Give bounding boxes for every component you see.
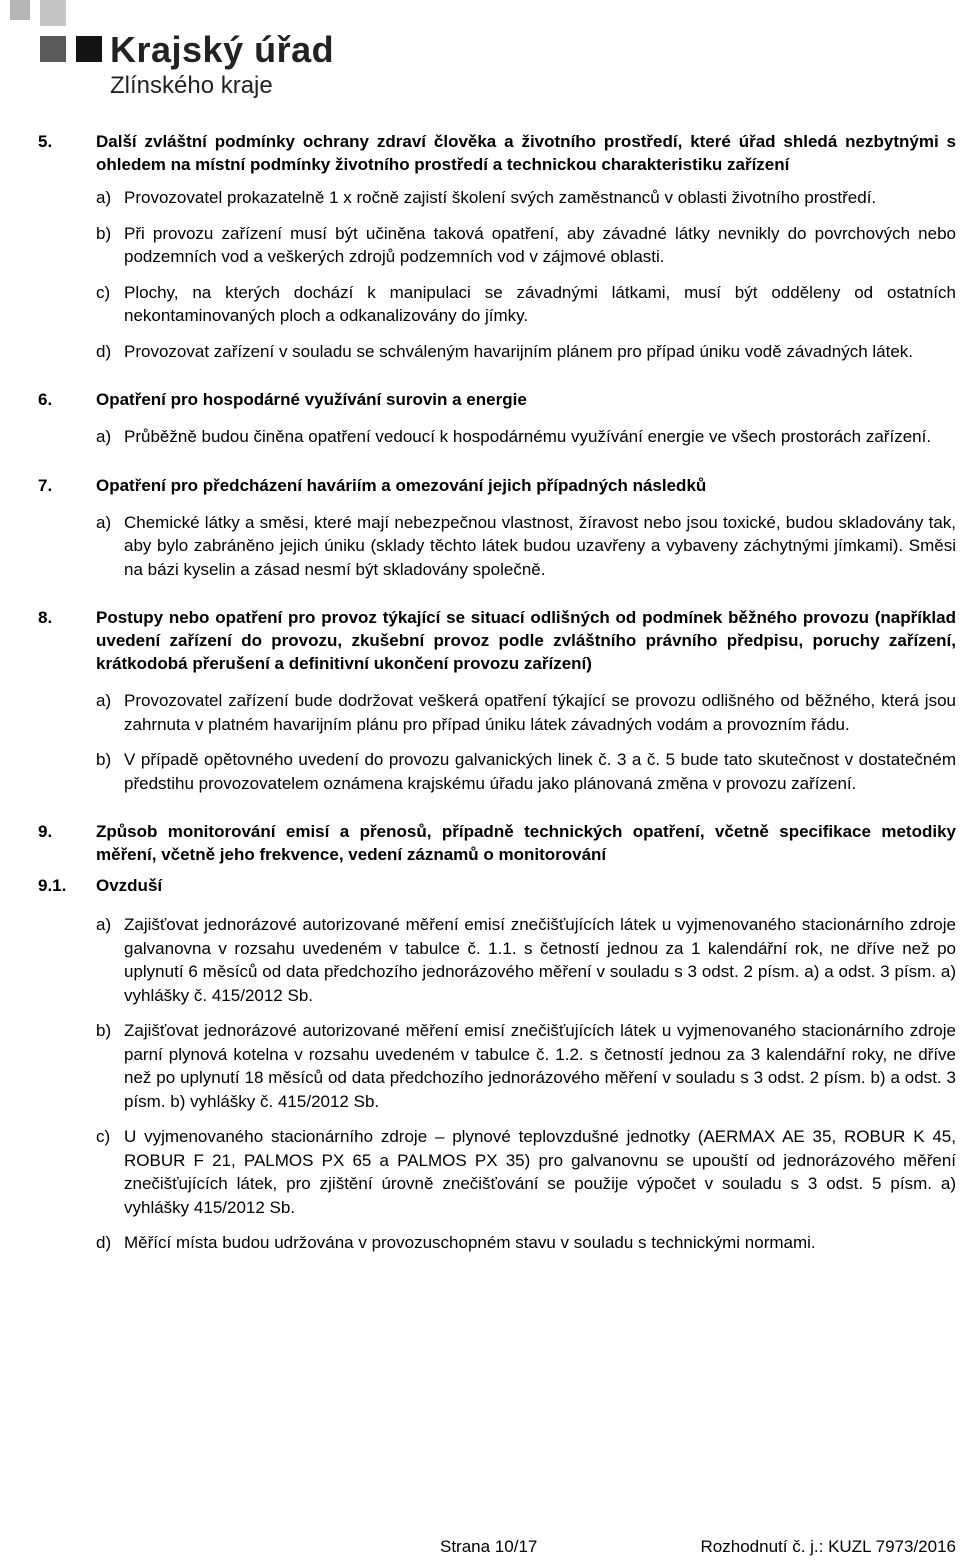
item-letter: d) [96,1233,112,1252]
item-letter: b) [96,750,112,769]
item-letter: a) [96,427,112,446]
item-letter: a) [96,691,112,710]
section-title: Postupy nebo opatření pro provoz týkající se situací odlišných od podmínek běžného provozu (například uvedení zařízení do provozu, zkušební provoz podle zvláštního právního předpisu, poruchy zařízení, krátkodobá přerušení a definitivní ukončení provozu zařízení) [96,608,956,673]
item-text: Zajišťovat jednorázové autorizované měření emisí znečišťujících látek u vyjmenovaného stacionárního zdroje galvanovna v rozsahu uvedeném v tabulce č. 1.1. s četností jednou za 1 kalendářní rok, ne dříve než po uplynutí 6 měsíců od data předchozího jednorázového měření v souladu s 3 odst. 2 písm. a) a odst. 3 písm. a) vyhlášky č. 415/2012 Sb. [124,915,956,1005]
section-heading [38,874,956,897]
item-text: Při provozu zařízení musí být učiněna taková opatření, aby závadné látky nevnikly do povrchových nebo podzemních vod a veškerých zdrojů podzemních vod v zájmové oblasti. [124,223,956,266]
list-item [96,222,956,269]
section-8 [38,606,956,795]
item-letter: a) [96,188,112,207]
section-number: 9.1. [38,876,67,895]
section-9-1 [38,874,956,1255]
list-item [96,1125,956,1219]
logo-square-black [76,36,102,62]
item-letter: b) [96,1021,112,1040]
section-number: 8. [38,608,53,627]
logo-title: Krajský úřad [110,29,335,70]
section-number: 5. [38,132,53,151]
item-text: V případě opětovného uvedení do provozu galvanických linek č. 3 a č. 5 bude tato skutečnost v dostatečném předstihu provozovatelem oznámena krajskému úřadu jako plánovaná změna v provozu zařízení. [124,750,956,793]
page-footer [0,1537,960,1561]
item-text: Plochy, na kterých dochází k manipulaci se závadnými látkami, musí být odděleny od ostatních nekontaminovaných ploch a odkanalizovány do jímky. [124,282,956,325]
list-item [96,1231,956,1255]
decision-reference: Rozhodnutí č. j.: KUZL 7973/2016 [700,1537,956,1556]
item-letter: c) [96,1127,111,1146]
logo-square-dark [40,36,66,62]
section-7 [38,474,956,582]
item-letter: d) [96,341,112,361]
item-letter: b) [96,223,112,243]
section-number: 7. [38,475,53,495]
section-5 [38,130,956,363]
page-number: Strana 10/17 [440,1537,538,1556]
item-text: Měřící místa budou udržována v provozuschopném stavu v souladu s technickými normami. [124,1233,816,1252]
list-item [96,186,956,210]
list-item [96,913,956,1007]
list-item [96,511,956,582]
section-title: Způsob monitorování emisí a přenosů, případně technických opatření, včetně specifikace metodiky měření, včetně jeho frekvence, vedení záznamů o monitorování [96,822,956,864]
section-title: Opatření pro předcházení haváriím a omezování jejich případných následků [96,475,707,495]
item-letter: a) [96,512,112,532]
section-title: Ovzduší [96,876,163,895]
section-number: 9. [38,822,53,841]
list-item [96,281,956,328]
logo-subtitle: Zlínského kraje [110,72,273,99]
office-logo [0,0,335,110]
list-item [96,748,956,795]
section-title: Opatření pro hospodárné využívání surovin a energie [96,390,527,409]
section-6 [38,388,956,449]
section-9 [38,820,956,866]
item-text: Provozovatel prokazatelně 1 x ročně zajistí školení svých zaměstnanců v oblasti životního prostředí. [124,188,877,207]
item-text: Zajišťovat jednorázové autorizované měření emisí znečišťujících látek u vyjmenovaného stacionárního zdroje parní plynová kotelna v rozsahu uvedeném v tabulce č. 1.2. s četností jednou za 3 kalendářní roky, ne dříve než po uplynutí 18 měsíců od data předchozího jednorázového měření v souladu s 3 odst. 2 písm. b) a odst. 3 písm. b) vyhlášky č. 415/2012 Sb. [124,1021,956,1111]
item-text: Průběžně budou činěna opatření vedoucí k hospodárnému využívání energie ve všech prostorách zařízení. [124,427,932,446]
item-text: Chemické látky a směsi, které mají nebezpečnou vlastnost, žíravost nebo jsou toxické, budou skladovány tak, aby bylo zabráněno jejich úniku (sklady těchto látek budou uzavřeny a vybaveny záchytnými jímkami). Směsi na bázi kyselin a zásad nesmí být skladovány společně. [124,512,956,579]
logo-square-light [10,0,30,20]
item-text: Provozovat zařízení v souladu se schváleným havarijním plánem pro případ úniku vodě závadných látek. [124,341,914,361]
section-heading [38,388,956,411]
section-number: 6. [38,390,53,409]
section-heading [38,130,956,176]
item-text: Provozovatel zařízení bude dodržovat veškerá opatření týkající se provozu odlišného od běžného, která jsou zahrnuta v platném havarijním plánu pro případ úniku látek závadných vodám a provozním řádu. [124,691,956,734]
item-letter: c) [96,282,111,302]
item-text: U vyjmenovaného stacionárního zdroje – plynové teplovzdušné jednotky (AERMAX AE 35, ROBUR K 45, ROBUR F 21, PALMOS PX 65 a PALMOS PX 35) pro galvanovnu se upouští od jednorázového měření znečišťujících látek, pro zjištění úrovně znečišťování se použije výpočet v souladu s 3 odst. 5 písm. a) vyhlášky 415/2012 Sb. [124,1127,956,1217]
section-heading [38,820,956,866]
list-item [96,1019,956,1113]
section-heading [38,606,956,675]
list-item [96,340,956,364]
item-letter: a) [96,915,112,934]
list-item [96,425,956,449]
section-title: Další zvláštní podmínky ochrany zdraví člověka a životního prostředí, které úřad shledá nezbytnými s ohledem na místní podmínky životního prostředí a technickou charakteristiku zařízení [96,132,956,174]
logo-square-light [40,0,66,26]
document-body [38,130,956,1255]
list-item [96,689,956,736]
section-heading [38,474,956,497]
